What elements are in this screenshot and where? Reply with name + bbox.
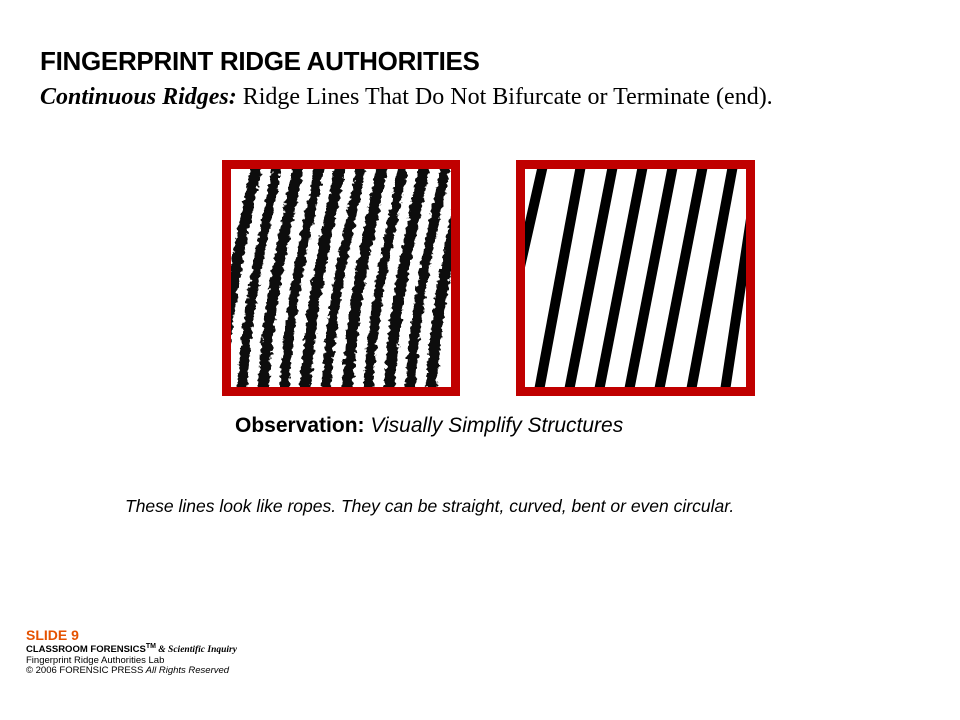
fingerprint-ridge-closeup bbox=[231, 169, 451, 387]
observation-label: Observation: bbox=[235, 414, 365, 437]
simplified-ridge-image bbox=[516, 160, 755, 396]
rights-text: All Rights Reserved bbox=[143, 665, 230, 677]
trademark-mark: TM bbox=[145, 643, 156, 651]
description-text: These lines look like ropes. They can be straight, curved, bent or even circular. bbox=[125, 496, 735, 516]
fingerprint-ridge-image bbox=[222, 160, 460, 396]
brand-suffix: & Scientific Inquiry bbox=[155, 645, 237, 656]
slide-title: FINGERPRINT RIDGE AUTHORITIES bbox=[40, 46, 480, 76]
subtitle-text: Ridge Lines That Do Not Bifurcate or Terminate (end). bbox=[236, 84, 773, 110]
slide-subtitle bbox=[40, 84, 773, 111]
slide-number: SLIDE 9 bbox=[26, 627, 79, 643]
observation-caption bbox=[235, 414, 623, 438]
brand-name: CLASSROOM FORENSICS bbox=[26, 644, 146, 656]
lab-name: Fingerprint Ridge Authorities Lab bbox=[26, 654, 165, 666]
subtitle-term: Continuous Ridges: bbox=[40, 84, 237, 110]
simplified-ridge-lines bbox=[525, 169, 746, 387]
observation-text: Visually Simplify Structures bbox=[364, 414, 624, 437]
slide-footer bbox=[26, 628, 237, 677]
copyright-text: © 2006 FORENSIC PRESS bbox=[26, 665, 144, 677]
copyright-line bbox=[26, 666, 237, 676]
